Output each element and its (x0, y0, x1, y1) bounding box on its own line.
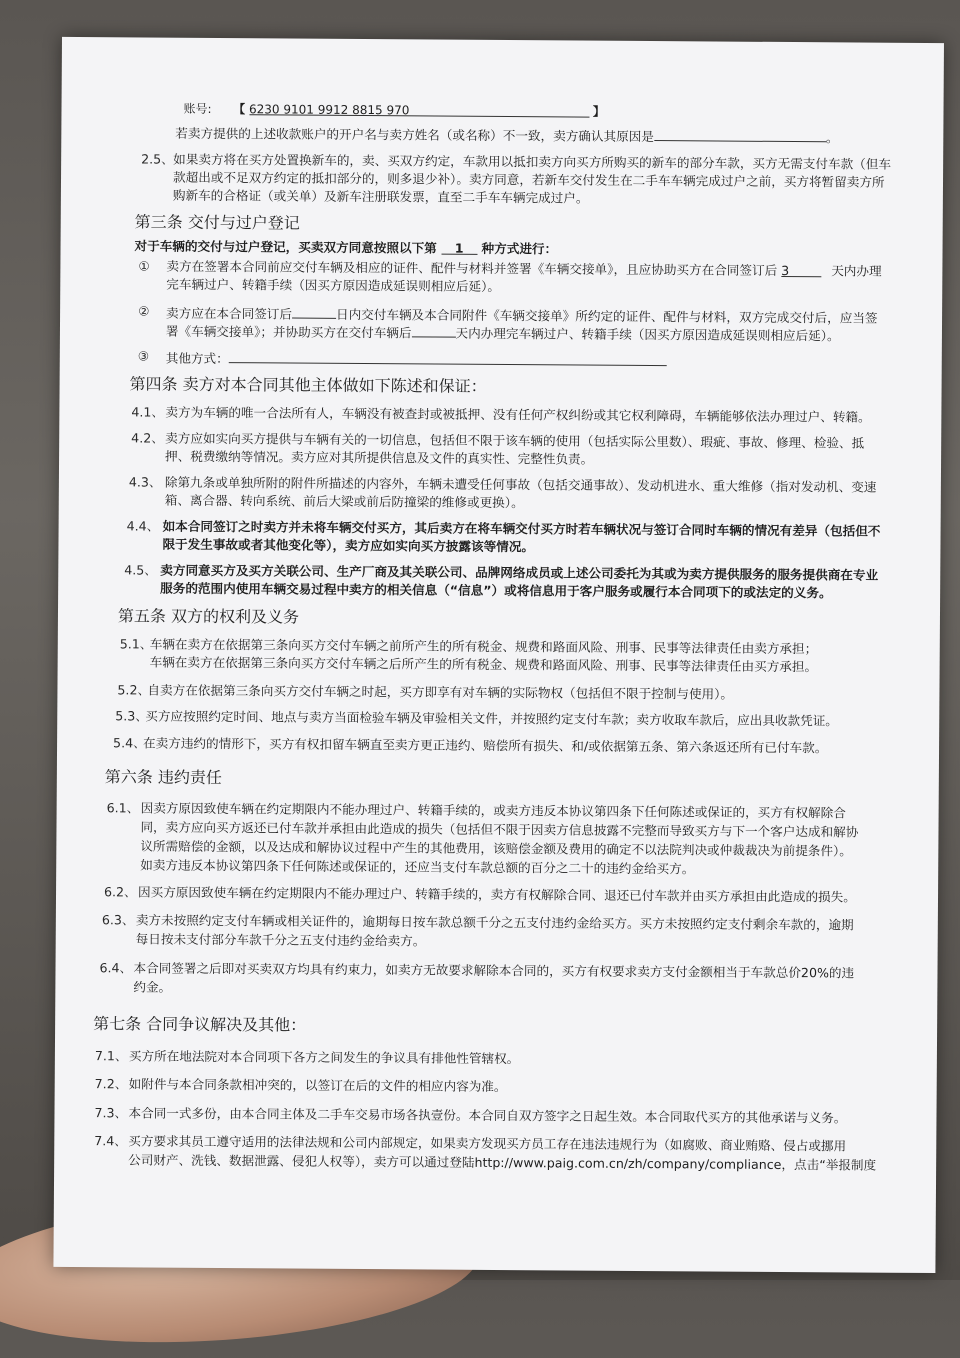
clause-number: 4.5、 (124, 562, 157, 578)
option-2-text: 卖方应在本合同签订后 (166, 305, 293, 322)
option-3-label: 其他方式： (165, 350, 229, 367)
clause-line: 因买方原因致使车辆在约定期限内不能办理过户、转籍手续的，卖方有权解除合同、退还已付车款并由买方承担由此造成的损失。 (137, 884, 856, 905)
clause-line: 押、税费缴纳等情况。卖方应对其所提供信息及文件的真实性、完整性负责。 (165, 448, 594, 467)
option-3-field[interactable] (229, 348, 667, 366)
clause-line: 车辆在卖方在依据第三条向买方交付车辆之后所产生的所有税金、规费和路面风险、刑事、民事等法律责任由买方承担。 (149, 654, 818, 675)
clause-line: 自卖方在依据第三条向买方交付车辆之时起，买方即享有对车辆的实际物权（包括但不限于控制与使用）。 (147, 682, 734, 702)
clause-line: 箱、离合器、转向系统、前后大梁或前后防撞梁的维修或更换）。 (164, 492, 524, 511)
clause-line: 除第九条或单独所附的附件所描述的内容外，车辆未遭受任何事故（包括交通事故）、发动机进水、重大维修（指对发动机、变速 (164, 474, 877, 495)
article-7-title: 第七条 合同争议解决及其他： (93, 1014, 307, 1035)
clause-line: 卖方同意买方及买方关联公司、生产厂商及其关联公司、品牌网络成员或上述公司委托为其或为卖方提供服务的服务提供商在专业 (160, 562, 879, 583)
clause-number: 4.1、 (131, 404, 165, 420)
clause-line: 如卖方违反本协议第四条下任何陈述或保证的，还应当支付车款总额的百分之二十的违约金给买方。 (140, 857, 695, 877)
clause-line: 卖方为车辆的唯一合法所有人，车辆没有被查封或被抵押、没有任何产权纠纷或其它权利障碍，车辆能够依法办理过户、转籍。 (165, 404, 871, 425)
option-1-line-2: 完车辆过户、转籍手续（因买方原因造成延误则相应后延）。 (166, 276, 501, 294)
clause-2-5-line: 如果卖方将在买方处置换新车的，卖、买双方约定，车款用以抵扣卖方向买方所购买的新车的部分车款，买方无需支付车款（但车 (173, 151, 892, 172)
option-1-mark: ① (138, 258, 150, 274)
account-row (183, 100, 605, 121)
article-6-title: 第六条 违约责任 (104, 767, 223, 788)
account-bracket-open: 【 (233, 102, 246, 117)
account-number: 6230 9101 9912 8815 970 (249, 102, 410, 118)
clause-number: 7.2、 (94, 1076, 128, 1092)
clause-number: 4.2、 (131, 430, 164, 446)
clause-line: 如本合同签订之时卖方并未将车辆交付买方，其后卖方在将车辆交付买方时若车辆状况与签订合同时车辆的情况有差异（包括但不 (162, 518, 881, 539)
account-label: 账号: (183, 101, 212, 116)
clause-number: 6.2、 (103, 884, 137, 900)
clause-line: 服务的范围内使用车辆交易过程中卖方的相关信息（“信息”）或将信息用于客户服务或履行本合同项下的或法定的义务。 (160, 580, 832, 601)
article-3-title: 第三条 交付与过户登记 (134, 212, 300, 233)
option-1-text: 卖方在签署本合同前应交付车辆及相应的证件、配件与材料并签署《车辆交接单》，且应协助买方在合同签订后 (166, 258, 778, 278)
option-2-days-field-2[interactable] (411, 322, 455, 337)
article-4-title: 第四条 卖方对本合同其他主体做如下陈述和保证： (129, 374, 487, 396)
option-1-text-end: 天内办理 (831, 263, 882, 279)
clause-number: 6.4、 (99, 960, 133, 976)
clause-line: 卖方应如实向买方提供与车辆有关的一切信息，包括但不限于该车辆的使用（包括实际公里数）、瑕疵、事故、修理、检验、抵 (165, 430, 865, 451)
clause-line: 限于发生事故或者其他变化等），卖方应如实向买方披露该等情况。 (162, 536, 535, 555)
clause-number: 4.3、 (128, 474, 162, 490)
option-2-mark: ② (138, 303, 150, 319)
article-5-title: 第五条 双方的权利及义务 (117, 606, 300, 627)
method-number-field[interactable] (441, 240, 477, 255)
intro-text: 对于车辆的交付与过户登记，买卖双方同意按照以下第 (134, 238, 437, 256)
option-3-mark: ③ (137, 348, 150, 364)
account-bracket-close: 】 (592, 104, 605, 119)
account-mismatch-line (175, 123, 838, 148)
period: 。 (825, 130, 839, 146)
clause-number: 7.4、 (94, 1133, 127, 1149)
clause-line: 在卖方违约的情形下，买方有权扣留车辆直至卖方更正违约、赔偿所有损失、和/或依据第五条、第六条返还所有已付车款。 (143, 735, 828, 756)
clause-number: 5.2、 (117, 682, 151, 698)
account-number-field[interactable] (249, 100, 589, 117)
clause-line: 因卖方原因致使车辆在约定期限内不能办理过户、转籍手续的，或卖方违反本协议第四条下任何陈述或保证的，买方有权解除合 (140, 800, 846, 821)
account-mismatch-text: 若卖方提供的上述收款账户的开户名与卖方姓名（或名称）不一致，卖方确认其原因是 (175, 125, 654, 145)
method-number: 1 (454, 240, 464, 256)
clause-2-5-line: 购新车的合格证（或关单）及新车注册联发票，直至二手车车辆完成过户。 (172, 187, 589, 206)
clause-line: 同，卖方应向买方返还已付车款并承担由此造成的损失（包括但不限于因卖方信息披露不完整而导致买方与下一个客户达成和解协 (140, 819, 859, 840)
clause-line: 公司财产、洗钱、数据泄露、侵犯人权等），卖方可以通过登陆http://www.paig.com.cn/zh/company/compliance，点击“举报制度 (128, 1152, 877, 1173)
clause-number: 2.5、 (141, 151, 174, 167)
option-2-text-2: 署《车辆交接单》；并协助买方在交付车辆后 (165, 323, 412, 341)
clause-number: 7.1、 (94, 1048, 128, 1064)
clause-line: 本合同一式多份，由本合同主体及二手车交易市场各执壹份。本合同自双方签字之日起生效。本合同取代买方的其他承诺与义务。 (128, 1105, 847, 1126)
option-1-days: 3 (781, 262, 790, 279)
clause-number: 6.3、 (101, 912, 135, 928)
clause-2-5-line: 款超出或不足双方约定的抵扣部分的，则多退少补）。卖方同意，若新车交付发生在二手车车辆完成过户之前，买方将暂留卖方所 (172, 169, 885, 190)
clause-number: 6.1、 (106, 800, 140, 816)
article-3-intro (134, 237, 557, 258)
option-3-line (166, 348, 667, 372)
clause-number: 4.4、 (126, 518, 160, 534)
option-2-text-cont: 日内交付车辆及本合同附件《车辆交接单》所约定的证件、配件与材料，双方完成交付后，应当签 (335, 306, 878, 326)
option-2-line-2 (166, 321, 840, 346)
clause-line: 卖方未按照约定支付车辆或相关证件的，逾期每日按车款总额千分之五支付违约金给买方。买方未按照约定支付剩余车款的，逾期 (135, 912, 854, 933)
clause-line: 买方所在地法院对本合同项下各方之间发生的争议具有排他性管辖权。 (128, 1048, 520, 1067)
clause-line: 每日按未支付部分车款千分之五支付违约金给卖方。 (135, 931, 426, 949)
clause-number: 7.3、 (94, 1105, 128, 1121)
option-2-days-field[interactable] (292, 304, 336, 319)
contract-page (53, 37, 944, 1273)
clause-number: 5.1、 (119, 636, 153, 652)
option-1-days-field[interactable] (781, 262, 821, 277)
clause-line: 如附件与本合同条款相冲突的，以签订在后的文件的相应内容为准。 (128, 1076, 507, 1095)
option-2-text-2-end: 天内办理完车辆过户、转籍手续（因买方原因造成延误则相应后延）。 (455, 325, 840, 344)
mismatch-reason-field[interactable] (654, 126, 826, 142)
intro-text-end: 种方式进行： (481, 240, 558, 257)
clause-number: 5.4、 (113, 735, 146, 751)
clause-line: 议所需赔偿的金额，以及达成和解协议过程中产生的其他费用，该赔偿金额及费用的确定不以法院判决或仲裁裁决为前提条件）。 (140, 838, 852, 859)
clause-line: 买方应按照约定时间、地点与卖方当面检验车辆及审验相关文件，并按照约定支付车款；卖方收取车款后，应出具收款凭证。 (145, 708, 838, 729)
clause-line: 约金。 (133, 979, 172, 995)
clause-line: 本合同签署之后即对买卖双方均具有约束力，如卖方无故要求解除本合同的，买方有权要求卖方支付金额相当于车款总价20%的违 (133, 960, 855, 981)
clause-number: 5.3、 (115, 708, 148, 724)
clause-line: 买方要求其员工遵守适用的法律法规和公司内部规定，如果卖方发现买方员工存在违法违规行为（如腐败、商业贿赂、侵占或挪用 (128, 1133, 847, 1154)
clause-line: 车辆在卖方在依据第三条向买方交付车辆之前所产生的所有税金、规费和路面风险、刑事、民事等法律责任由卖方承担； (149, 636, 818, 657)
